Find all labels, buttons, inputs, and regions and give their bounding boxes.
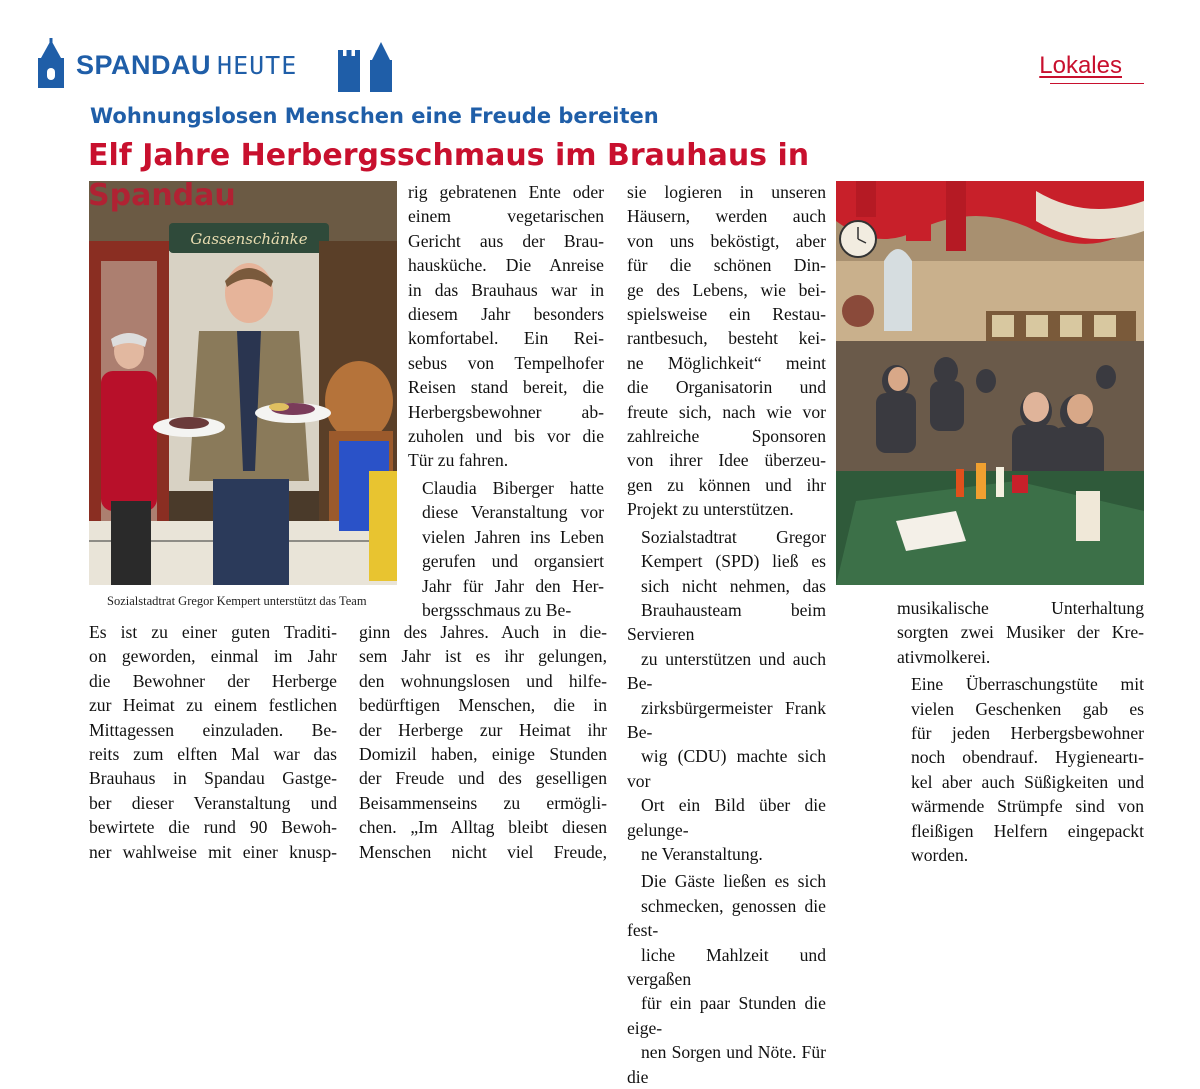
article-column-2 <box>408 180 604 622</box>
text-line: liche Mahlzeit und vergaßen <box>627 944 826 989</box>
text-line: Beisammenseins zu ermögli- <box>359 792 607 813</box>
paragraph-gaeste <box>627 869 826 1089</box>
paragraph-anreise <box>408 180 604 473</box>
paragraph-intro <box>89 620 337 864</box>
text-line: von uns beköstigt, aber <box>627 230 826 251</box>
text-line: Eine Überraschungstüte mit <box>911 674 1144 695</box>
article-headline: Elf Jahre Herbergsschmaus im Brauhaus in <box>88 138 810 173</box>
text-line: zuholen und bis vor die <box>408 426 604 447</box>
paragraph-quote <box>627 180 826 522</box>
text-line: worden. <box>911 845 969 866</box>
text-line: Kempert (SPD) ließ es <box>641 551 826 572</box>
text-line: diesem Jahr besonders <box>408 304 604 325</box>
text-line: sich nicht nehmen, das <box>641 575 826 596</box>
text-line: sie logieren in unseren <box>627 182 826 202</box>
text-line: Mittagessen einzuladen. Be- <box>89 719 337 740</box>
text-line: musikalische Unterhaltung <box>897 598 1144 618</box>
text-line: komfortabel. Ein Rei- <box>408 328 604 349</box>
text-line: Herbergsbewohner ab- <box>408 401 604 422</box>
text-line: die Bewohner der Herberge <box>89 670 337 691</box>
article-column-2-continued <box>359 620 607 864</box>
article-column-4 <box>897 596 1144 867</box>
text-line: der Freude und des geselligen <box>359 768 607 789</box>
text-line: in das Brauhaus war in <box>408 279 604 300</box>
text-line: wig (CDU) machte sich vor <box>627 746 826 791</box>
text-line: Brauhausteam beim Servieren <box>627 599 826 645</box>
article-column-1 <box>89 620 337 864</box>
text-line: von ihrer Idee überzeu- <box>627 450 826 471</box>
text-line: Brauhaus in Spandau Gastge- <box>89 768 337 789</box>
text-line: fleißigen Helfern eingepackt <box>911 820 1144 841</box>
text-line: sebus von Tempelhofer <box>408 352 604 373</box>
masthead <box>34 38 414 90</box>
text-line: freute sich, nach wie vor <box>627 401 826 422</box>
text-line: für die schönen Din- <box>627 255 826 276</box>
text-line: zur Heimat zu einem festlichen <box>89 695 337 716</box>
text-line: Häusern, werden auch <box>627 206 826 227</box>
text-line: Die Gäste ließen es sich <box>641 871 826 892</box>
text-line: sem Jahr ist es ihr gelungen, <box>359 646 607 667</box>
paragraph-biberger-continued <box>359 620 607 864</box>
text-line: zahlreiche Sponsoren <box>627 426 826 447</box>
text-line: Gericht aus der Brau- <box>408 230 604 251</box>
section-rule <box>1050 83 1144 84</box>
text-line: ne Veranstaltung. <box>641 843 763 864</box>
photo-dining-hall <box>836 181 1144 585</box>
paragraph-kempert <box>627 525 826 867</box>
section-label[interactable]: Lokales <box>1039 52 1122 79</box>
text-line: ativmolkerei. <box>897 646 991 667</box>
paragraph-biberger <box>408 476 604 622</box>
text-line: der Herberge zur Heimat ihr <box>359 719 607 740</box>
text-line: gen zu können und ihr <box>627 474 826 495</box>
text-line: gerufen und organsiert <box>422 551 604 572</box>
article-headline-line2: Spandau <box>88 178 236 213</box>
gassenschaenke-sign: Gassenschänke <box>190 230 308 248</box>
text-line: zirksbürgermeister Frank Be- <box>627 697 826 742</box>
text-line: diese Veranstaltung vor <box>422 502 604 523</box>
text-line: Es ist zu einer guten Traditi- <box>89 622 337 642</box>
text-line: kel aber auch Süßigkeiten und <box>911 771 1144 792</box>
tower-logo-icon <box>34 38 68 88</box>
brand-main: SPANDAU <box>76 50 212 80</box>
brand-logo <box>76 50 297 81</box>
text-line: reits zum elften Mal war das <box>89 744 337 765</box>
text-line: on geworden, einmal im Jahr <box>89 646 337 667</box>
text-line: rantbesuch, besteht kei- <box>627 328 826 349</box>
text-line: Jahr für Jahr den Her- <box>422 575 604 596</box>
text-line: bedürftigen Menschen, die in <box>359 695 607 716</box>
text-line: Reisen stand bereit, die <box>408 377 604 398</box>
text-line: nen Sorgen und Nöte. Für die <box>627 1042 826 1087</box>
text-line: ginn des Jahres. Auch in die- <box>359 622 607 642</box>
text-line: Sozialstadtrat Gregor <box>641 526 826 547</box>
text-line: die Organisatorin und <box>627 377 826 398</box>
text-line: Domizil haben, einige Stunden <box>359 744 607 765</box>
text-line: vielen Jahren ins Leben <box>422 526 604 547</box>
castle-towers-icon <box>336 42 398 92</box>
article-kicker: Wohnungslosen Menschen eine Freude bereiten <box>90 104 659 128</box>
text-line: vielen Geschenken gab es <box>911 698 1144 719</box>
text-line: Menschen nicht viel Freude, <box>359 841 607 862</box>
text-line: chen. „Im Alltag bleibt diesen <box>359 817 607 838</box>
photo-caption: Sozialstadtrat Gregor Kempert unterstützt das Team <box>107 594 367 608</box>
text-line: Ort ein Bild über die gelunge- <box>627 795 826 840</box>
text-line: bewirtete die rund 90 Bewoh- <box>89 817 337 838</box>
text-line: sorgten zwei Musiker der Kre- <box>897 622 1144 643</box>
text-line: für jeden Herbergsbewohner <box>911 723 1144 744</box>
text-line: spielsweise ein Restau- <box>627 304 826 325</box>
text-line: hausküche. Die Anreise <box>408 255 604 276</box>
text-line: für ein paar Stunden die eige- <box>627 993 826 1038</box>
brand-sub: HEUTE <box>217 51 298 80</box>
text-line: schmecken, genossen die fest- <box>627 895 826 941</box>
text-line: wärmende Strümpfe sind von <box>911 796 1144 817</box>
text-line: noch obendrauf. Hygieneartı- <box>911 747 1144 768</box>
text-line: rig gebratenen Ente oder <box>408 182 604 202</box>
text-line: zu unterstützen und auch Be- <box>627 648 826 694</box>
text-line: Claudia Biberger hatte <box>422 477 604 498</box>
text-line: Tür zu fahren. <box>408 450 509 471</box>
photo-kempert-serving <box>89 181 397 585</box>
text-line: ner wahlweise mit einer knusp- <box>89 841 337 862</box>
paragraph-ueberraschung <box>897 672 1144 867</box>
text-line: einem vegetarischen <box>408 206 604 227</box>
text-line: Projekt zu unterstützen. <box>627 499 794 520</box>
text-line: ber dieser Veranstaltung und <box>89 792 337 813</box>
article-column-3 <box>627 180 826 1089</box>
text-line: den wohnungslosen und hilfe- <box>359 670 607 691</box>
text-line: ge des Lebens, wie bei- <box>627 279 826 300</box>
text-line: ne Möglichkeit“ meint <box>627 352 826 373</box>
paragraph-musik <box>897 596 1144 669</box>
text-line: bergsschmaus zu Be- <box>422 599 572 620</box>
